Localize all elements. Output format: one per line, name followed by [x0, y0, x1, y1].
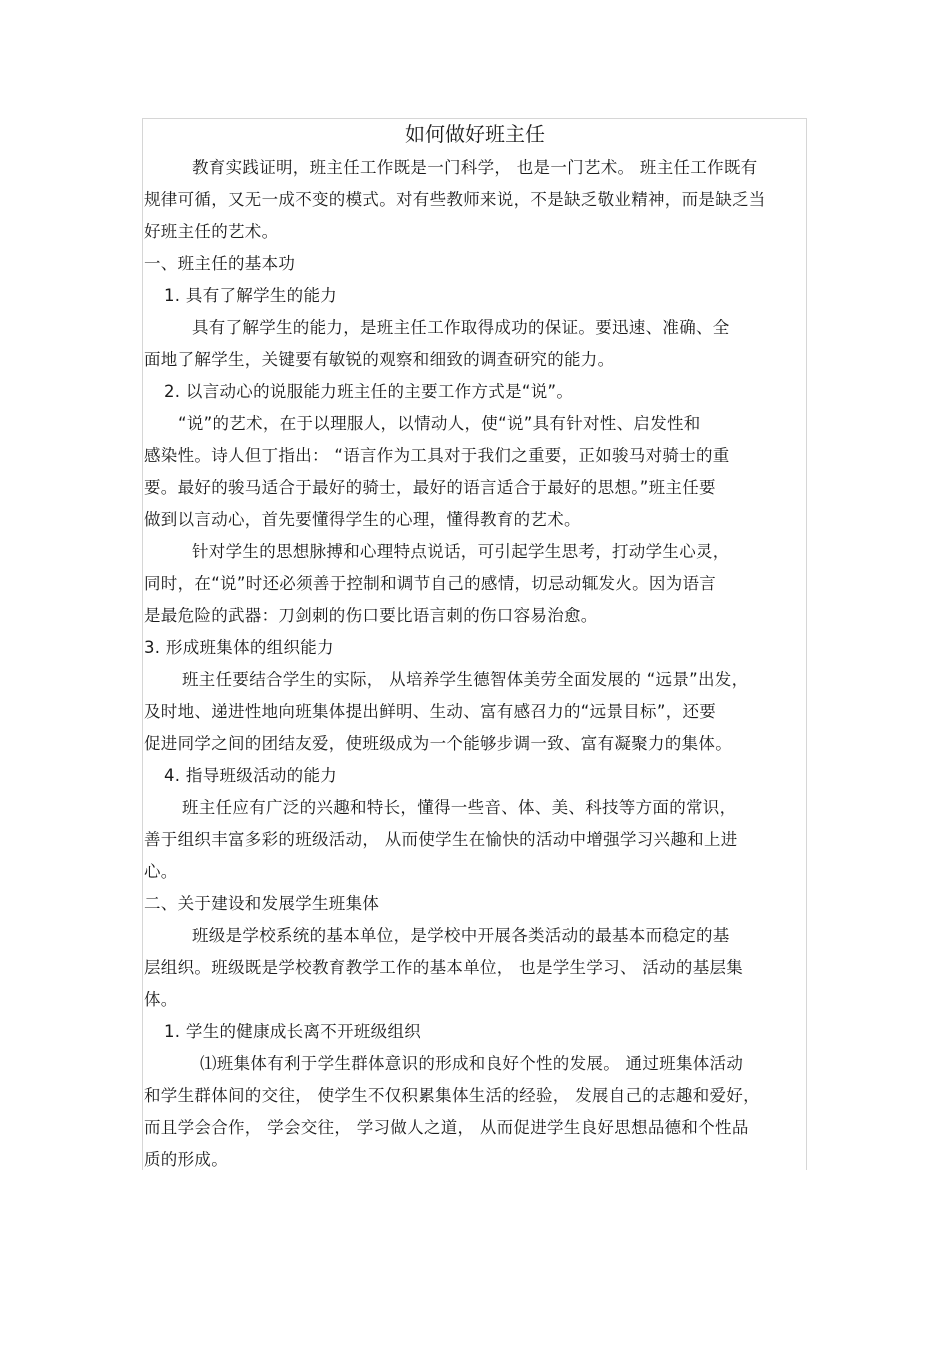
- text-line: 2. 以言动心的说服能力班主任的主要工作方式是“说”。: [164, 382, 574, 401]
- text-line: 感染性。诗人但丁指出： “语言作为工具对于我们之重要，正如骏马对骑士的重: [144, 446, 730, 465]
- text-line: “说”的艺术，在于以理服人，以情动人，使“说”具有针对性、启发性和: [178, 414, 701, 433]
- text-line: 善于组织丰富多彩的班级活动， 从而使学生在愉快的活动中增强学习兴趣和上进: [144, 830, 738, 849]
- text-line: 规律可循，又无一成不变的模式。对有些教师来说，不是缺乏敬业精神，而是缺乏当: [144, 190, 766, 209]
- text-line: 体。: [144, 990, 178, 1009]
- text-line: 和学生群体间的交往， 使学生不仅积累集体生活的经验， 发展自己的志趣和爱好，: [144, 1086, 760, 1105]
- text-line: 班级是学校系统的基本单位，是学校中开展各类活动的最基本而稳定的基: [192, 926, 730, 945]
- text-line: 质的形成。: [144, 1150, 228, 1169]
- text-line: 面地了解学生，关键要有敏锐的观察和细致的调查研究的能力。: [144, 350, 615, 369]
- text-line: 做到以言动心，首先要懂得学生的心理，懂得教育的艺术。: [144, 510, 581, 529]
- text-line: 具有了解学生的能力，是班主任工作取得成功的保证。要迅速、准确、全: [192, 318, 730, 337]
- text-line: 针对学生的思想脉搏和心理特点说话，可引起学生思考，打动学生心灵，: [192, 542, 730, 561]
- text-line: 1. 学生的健康成长离不开班级组织: [164, 1022, 422, 1041]
- text-line: 4. 指导班级活动的能力: [164, 766, 338, 785]
- text-line: ⑴班集体有利于学生群体意识的形成和良好个性的发展。 通过班集体活动: [200, 1054, 744, 1073]
- text-line: 班主任要结合学生的实际， 从培养学生德智体美劳全面发展的 “远景”出发，: [182, 670, 749, 689]
- text-line: 心。: [144, 862, 178, 881]
- text-line: 班主任应有广泛的兴趣和特长，懂得一些音、体、美、科技等方面的常识，: [182, 798, 737, 817]
- text-line: 要。最好的骏马适合于最好的骑士，最好的语言适合于最好的思想。”班主任要: [144, 478, 716, 497]
- text-line: 1. 具有了解学生的能力: [164, 286, 338, 305]
- document-title: 如何做好班主任: [405, 122, 545, 146]
- text-line: 而且学会合作， 学会交往， 学习做人之道， 从而促进学生良好思想品德和个性品: [144, 1118, 749, 1137]
- text-line: 层组织。班级既是学校教育教学工作的基本单位， 也是学生学习、 活动的基层集: [144, 958, 744, 977]
- text-line: 好班主任的艺术。: [144, 222, 279, 241]
- text-line: 及时地、递进性地向班集体提出鲜明、生动、富有感召力的“远景目标”，还要: [144, 702, 717, 721]
- text-line: 是最危险的武器：刀剑刺的伤口要比语言刺的伤口容易治愈。: [144, 606, 598, 625]
- text-line: 教育实践证明，班主任工作既是一门科学， 也是一门艺术。 班主任工作既有: [192, 158, 758, 177]
- text-line: 促进同学之间的团结友爱，使班级成为一个能够步调一致、富有凝聚力的集体。: [144, 734, 732, 753]
- text-line: 同时，在“说”时还必须善于控制和调节自己的感情，切忌动辄发火。因为语言: [144, 574, 717, 593]
- text-line: 二、关于建设和发展学生班集体: [144, 894, 380, 913]
- text-line: 3. 形成班集体的组织能力: [144, 638, 334, 657]
- text-line: 一、班主任的基本功: [144, 254, 296, 273]
